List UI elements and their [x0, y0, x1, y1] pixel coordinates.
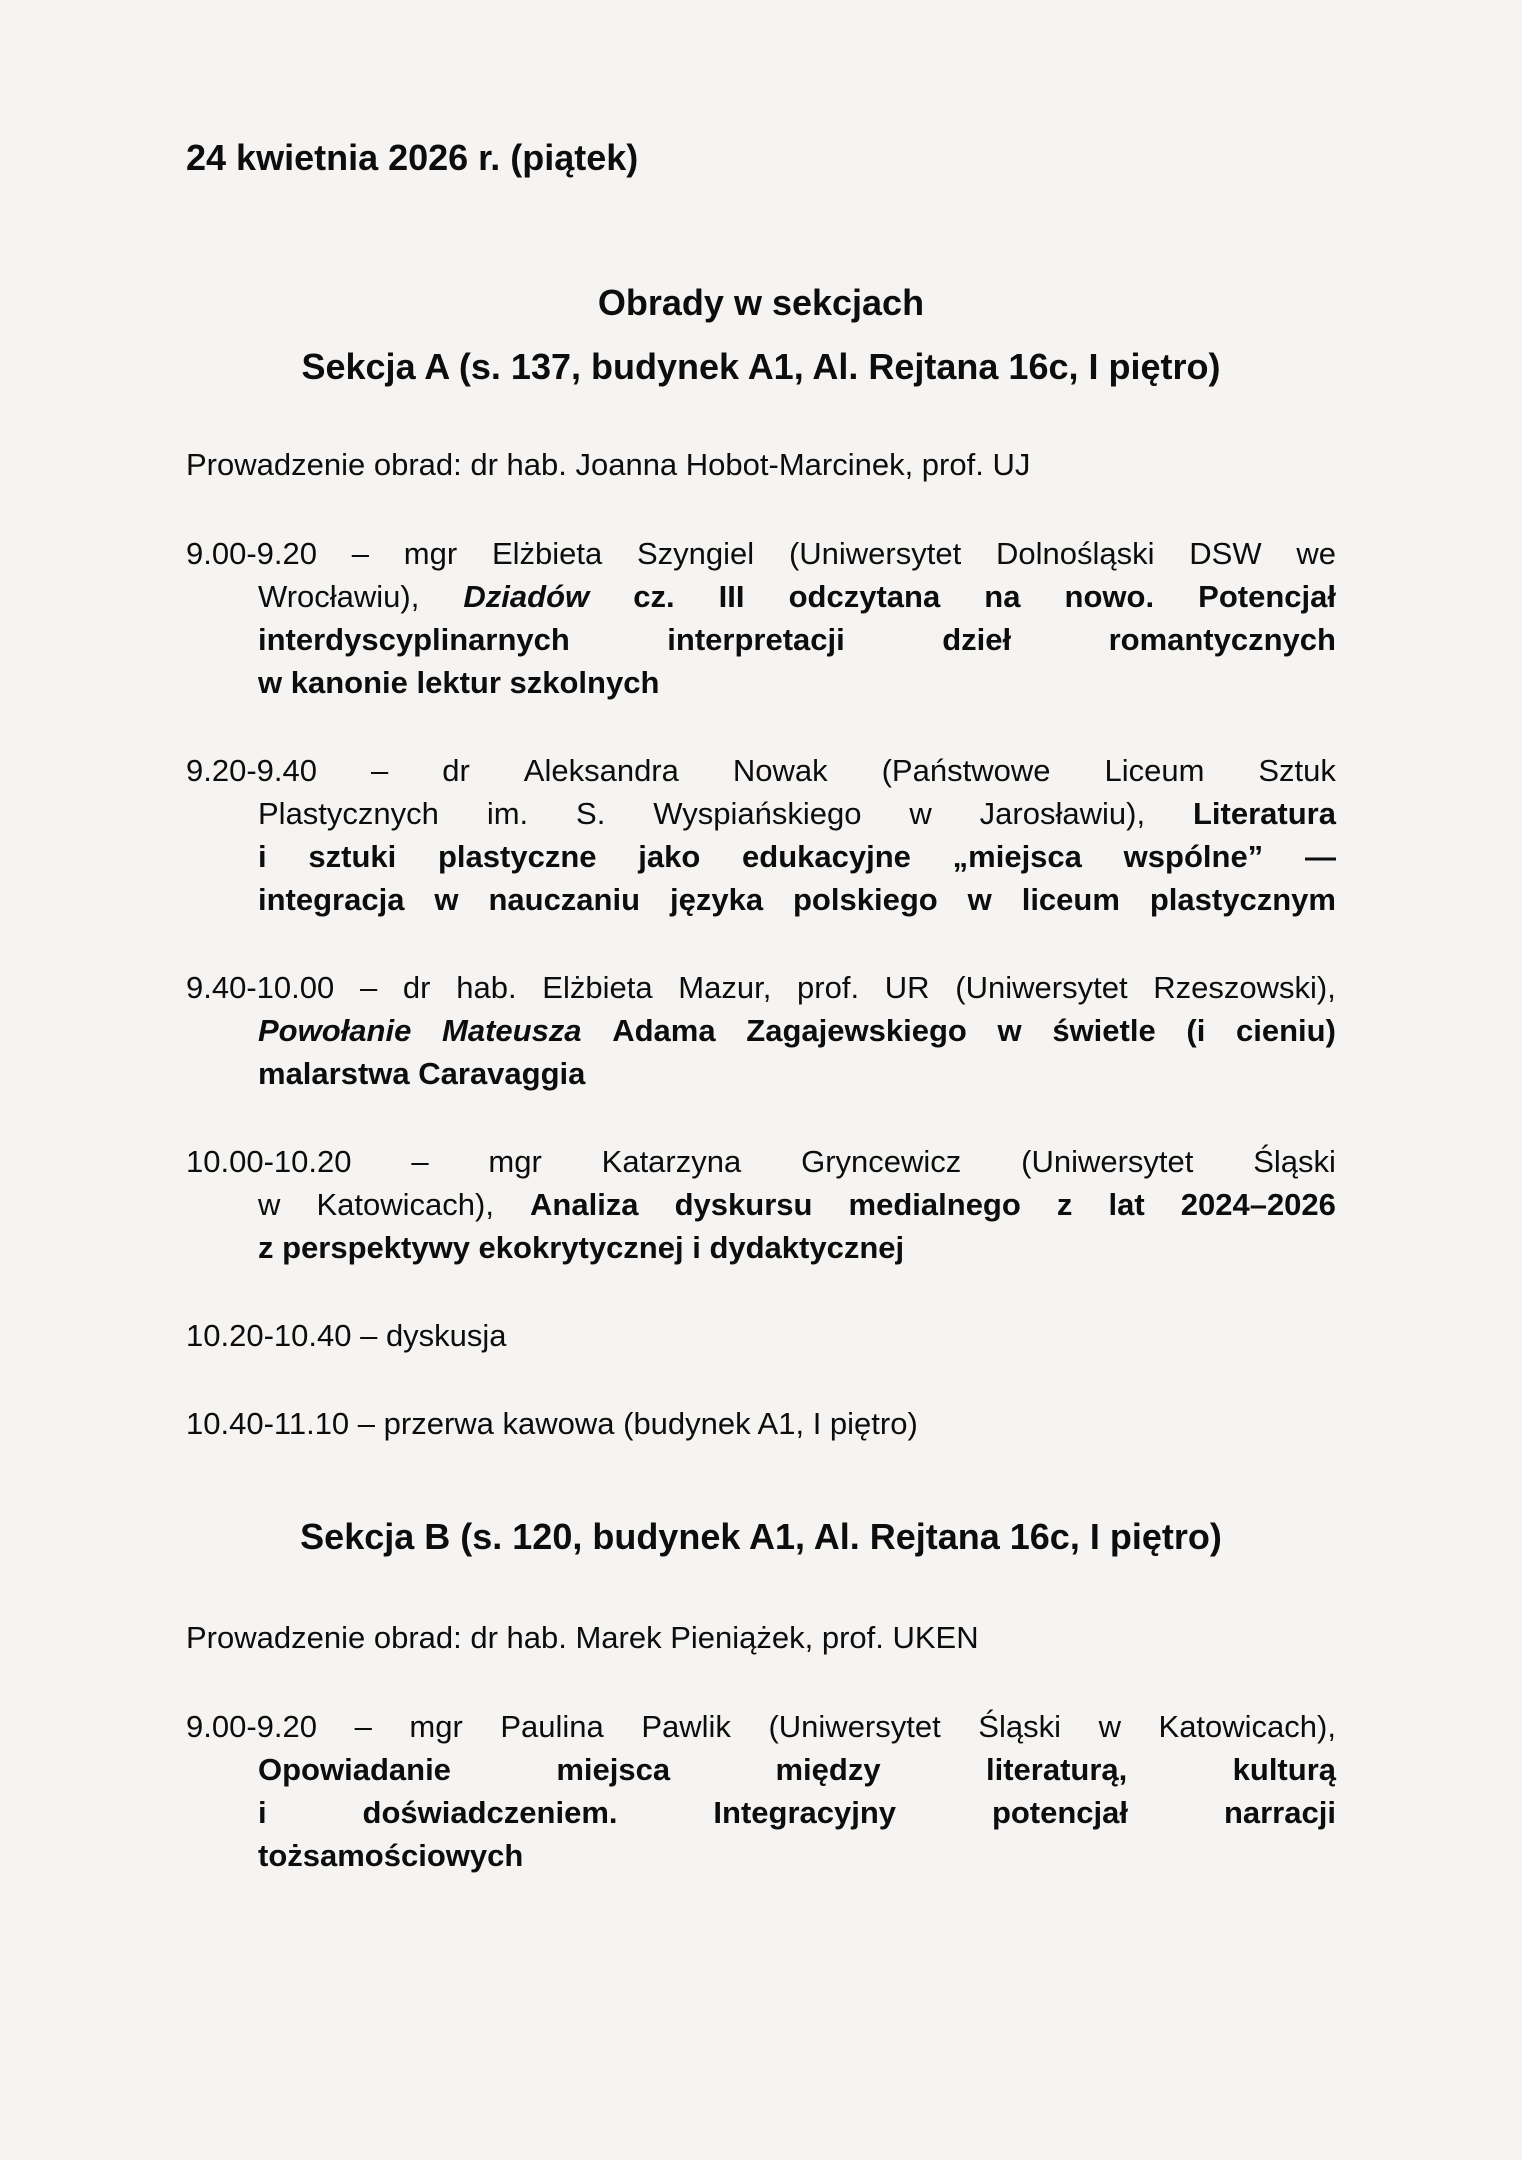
section-b-title: Sekcja B (s. 120, budynek A1, Al. Rejtana 16c, I piętro) [300, 1516, 1222, 1557]
schedule-entry [186, 749, 1336, 921]
entry-word: języka [669, 882, 764, 917]
entry-line [186, 1748, 1336, 1791]
entry-line [186, 1314, 1336, 1357]
schedule-entry [186, 966, 1336, 1095]
entry-word: Śląski [978, 1709, 1061, 1744]
entry-word: 10.00-10.20 [186, 1144, 352, 1179]
entry-word: – [370, 753, 389, 788]
entry-word: Rzeszowski), [1153, 970, 1336, 1005]
entry-word: mgr [403, 536, 458, 571]
entry-word: 2024–2026 [1180, 1187, 1336, 1222]
entry-word: Paulina [500, 1709, 604, 1744]
entry-word: Gryncewicz [801, 1144, 962, 1179]
entry-word: potencjał [991, 1795, 1129, 1830]
entry-word: (i [1186, 1013, 1206, 1048]
entry-word: Literatura [1192, 796, 1336, 831]
entry-word: dzieł [942, 622, 1012, 657]
schedule-entry [186, 1140, 1336, 1269]
entry-word: plastyczne [437, 839, 597, 874]
entry-word: Śląski [1253, 1144, 1336, 1179]
entry-word: kulturą [1232, 1752, 1336, 1787]
entry-word: Katowicach), [1158, 1709, 1336, 1744]
entry-line [186, 1834, 1336, 1877]
schedule-entry [186, 532, 1336, 704]
entry-word: III [718, 579, 745, 614]
entry-word: Wrocławiu), [258, 579, 420, 614]
entry-word: interdyscyplinarnych [258, 622, 570, 657]
entry-word: i [258, 839, 267, 874]
entry-word: Katarzyna [601, 1144, 742, 1179]
entry-line [186, 749, 1336, 792]
schedule-entry [186, 1314, 1336, 1357]
entry-word: narracji [1223, 1795, 1336, 1830]
entry-word: Elżbieta [491, 536, 603, 571]
entry-word: – [359, 970, 378, 1005]
entry-word: lat [1108, 1187, 1145, 1222]
entry-line [186, 1009, 1336, 1052]
entry-word: odczytana [788, 579, 941, 614]
entry-word: (Uniwersytet [788, 536, 962, 571]
entry-word: dr [442, 753, 470, 788]
document-page [186, 135, 1336, 1877]
entry-word: — [1304, 839, 1336, 874]
entry-word: interpretacji [667, 622, 845, 657]
entry-word: DSW [1189, 536, 1262, 571]
entry-word: nauczaniu [488, 882, 641, 917]
main-heading: Obrady w sekcjach [597, 282, 925, 323]
entry-word: Elżbieta [542, 970, 653, 1005]
entry-word: wspólne” [1123, 839, 1264, 874]
entry-line [186, 878, 1336, 921]
entry-word: Pawlik [641, 1709, 731, 1744]
entry-line [186, 1183, 1336, 1226]
entry-word: 9.00-9.20 [186, 536, 317, 571]
entry-word: Potencjał [1198, 579, 1336, 614]
entry-line [186, 532, 1336, 575]
entry-word: Katowicach), [316, 1187, 494, 1222]
entry-line [186, 1402, 1336, 1445]
entry-word: medialnego [848, 1187, 1021, 1222]
entry-word: Dolnośląski [995, 536, 1155, 571]
entry-word: (Uniwersytet [768, 1709, 941, 1744]
entry-word: integracja [258, 882, 405, 917]
entry-word: Mazur, [678, 970, 772, 1005]
entry-word: literaturą, [985, 1752, 1128, 1787]
section-a-title: Sekcja A (s. 137, budynek A1, Al. Rejtana 16c, I piętro) [301, 346, 1221, 387]
entry-line [186, 618, 1336, 661]
entry-word: Jarosławiu), [979, 796, 1146, 831]
entry-word: jako [638, 839, 701, 874]
entry-word: i [258, 1795, 267, 1830]
entry-text: 10.20-10.40 – dyskusja [186, 1318, 507, 1353]
entry-word: w [1098, 1709, 1121, 1744]
entry-word: sztuki [308, 839, 397, 874]
entry-word: cz. [633, 579, 675, 614]
entry-text: w kanonie lektur szkolnych [258, 665, 660, 700]
entry-word: im. [486, 796, 529, 831]
entry-word: w [434, 882, 459, 917]
entry-word: z [1056, 1187, 1073, 1222]
entry-word: miejsca [556, 1752, 671, 1787]
entry-word: polskiego [793, 882, 938, 917]
entry-word: Wyspiańskiego [653, 796, 862, 831]
entry-word: mgr [488, 1144, 542, 1179]
entry-word: Szyngiel [637, 536, 755, 571]
entry-word: – [351, 536, 370, 571]
date-heading: 24 kwietnia 2026 r. (piątek) [186, 137, 639, 178]
entry-text: z perspektywy ekokrytycznej i dydaktycznej [258, 1230, 905, 1265]
entry-word: S. [576, 796, 606, 831]
entry-word: Powołanie [258, 1013, 412, 1048]
entry-word: Adama [612, 1013, 716, 1048]
section-b-chair: Prowadzenie obrad: dr hab. Marek Pieniążek, prof. UKEN [186, 1620, 979, 1655]
entry-line [186, 575, 1336, 618]
entry-word: UR [884, 970, 930, 1005]
entry-word: romantycznych [1108, 622, 1336, 657]
section-b-entries [186, 1705, 1336, 1877]
entry-line [186, 1705, 1336, 1748]
entry-word: Mateusza [442, 1013, 582, 1048]
entry-word: 9.40-10.00 [186, 970, 335, 1005]
entry-word: w [997, 1013, 1022, 1048]
entry-word: Dziadów [463, 579, 590, 614]
entry-word: – [411, 1144, 429, 1179]
entry-word: prof. [797, 970, 860, 1005]
entry-line [186, 661, 1336, 704]
entry-word: w [258, 1187, 281, 1222]
entry-word: Integracyjny [713, 1795, 897, 1830]
entry-word: mgr [409, 1709, 463, 1744]
entry-text: 10.40-11.10 – przerwa kawowa (budynek A1, I piętro) [186, 1406, 918, 1441]
entry-line [186, 835, 1336, 878]
entry-word: we [1296, 536, 1336, 571]
entry-line [186, 1226, 1336, 1269]
entry-word: między [775, 1752, 881, 1787]
entry-word: 9.00-9.20 [186, 1709, 317, 1744]
entry-word: w [967, 882, 992, 917]
entry-word: nowo. [1064, 579, 1155, 614]
entry-word: (Państwowe [881, 753, 1051, 788]
entry-word: (Uniwersytet [955, 970, 1128, 1005]
entry-word: Aleksandra [523, 753, 679, 788]
entry-word: „miejsca [952, 839, 1082, 874]
entry-text: malarstwa Caravaggia [258, 1056, 586, 1091]
entry-word: plastycznym [1149, 882, 1336, 917]
entry-word: cieniu) [1236, 1013, 1336, 1048]
entry-word: doświadczeniem. [362, 1795, 618, 1830]
entry-word: Sztuk [1258, 753, 1336, 788]
entry-word: Opowiadanie [258, 1752, 451, 1787]
entry-word: dyskursu [674, 1187, 813, 1222]
entry-text: tożsamościowych [258, 1838, 524, 1873]
entry-word: (Uniwersytet [1021, 1144, 1194, 1179]
section-a-chair: Prowadzenie obrad: dr hab. Joanna Hobot-Marcinek, prof. UJ [186, 447, 1031, 482]
entry-word: Nowak [732, 753, 828, 788]
entry-word: dr [402, 970, 431, 1005]
entry-line [186, 1791, 1336, 1834]
entry-word: – [354, 1709, 372, 1744]
entry-word: 9.20-9.40 [186, 753, 317, 788]
entry-word: świetle [1052, 1013, 1156, 1048]
entry-line [186, 1052, 1336, 1095]
entry-word: hab. [456, 970, 517, 1005]
entry-word: w [909, 796, 932, 831]
section-a-entries [186, 532, 1336, 1445]
entry-line [186, 966, 1336, 1009]
entry-word: liceum [1021, 882, 1120, 917]
entry-line [186, 1140, 1336, 1183]
entry-word: Liceum [1104, 753, 1205, 788]
schedule-entry [186, 1705, 1336, 1877]
entry-word: edukacyjne [742, 839, 911, 874]
entry-word: Analiza [530, 1187, 639, 1222]
entry-word: na [984, 579, 1021, 614]
entry-word: Zagajewskiego [746, 1013, 967, 1048]
schedule-entry [186, 1402, 1336, 1445]
entry-line [186, 792, 1336, 835]
entry-word: Plastycznych [258, 796, 439, 831]
